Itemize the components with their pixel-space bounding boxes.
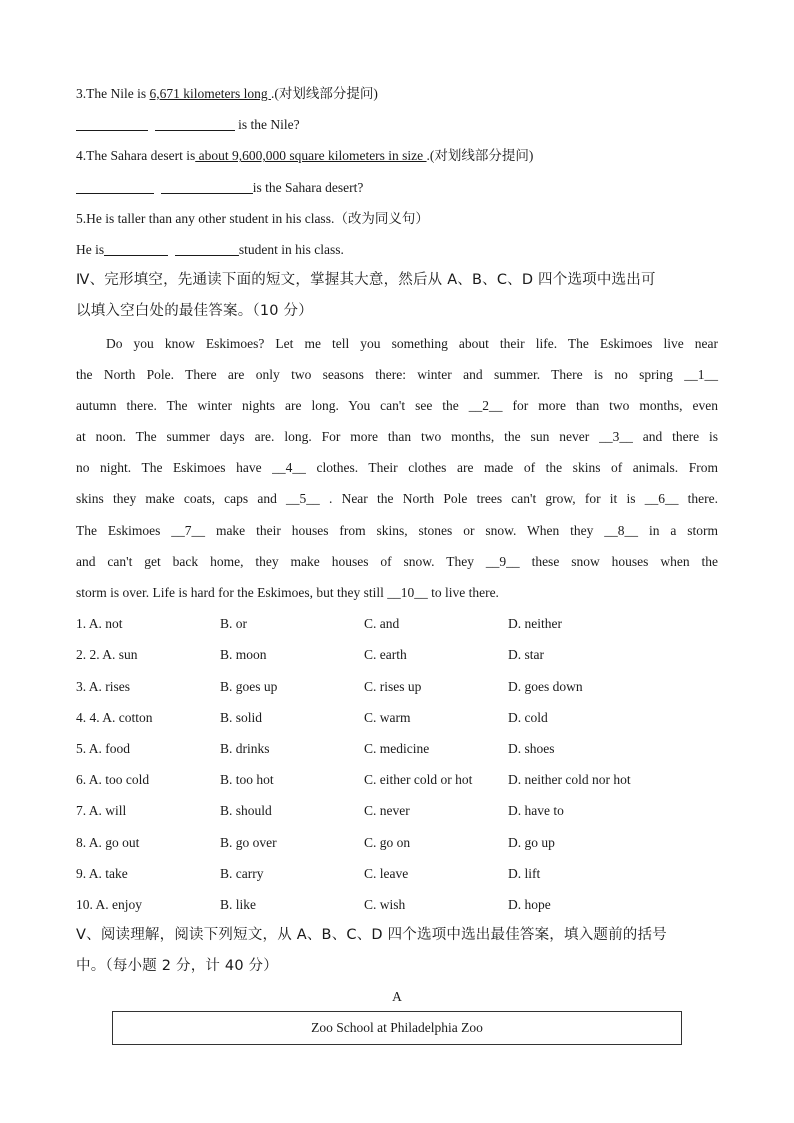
answer-head: He is [76, 241, 105, 257]
option-a[interactable]: 7. A. will [76, 803, 127, 819]
option-row [76, 858, 718, 889]
question-text: 4.The Sahara desert is [76, 148, 196, 164]
option-b[interactable]: B. should [220, 803, 272, 819]
option-a[interactable]: 4. 4. A. cotton [76, 709, 153, 725]
option-d[interactable]: D. hope [508, 896, 551, 912]
worksheet-page [76, 78, 718, 1012]
section-5-heading-cont: 中。（每小题 2 分，计 40 分） [76, 958, 278, 975]
section-4-heading: Ⅳ、完形填空，先通读下面的短文，掌握其大意，然后从 A、B、C、D 四个选项中选出可 [76, 272, 656, 289]
option-row [76, 889, 718, 920]
option-c[interactable]: C. leave [364, 865, 409, 881]
option-a[interactable]: 8. A. go out [76, 834, 140, 850]
passage-a-title: Zoo School at Philadelphia Zoo [311, 1020, 483, 1035]
option-c[interactable]: C. medicine [364, 740, 430, 756]
option-a[interactable]: 10. A. enjoy [76, 896, 142, 912]
passage-line: the North Pole. There are only two seasons there: winter and summer. There is no spring __1__ [76, 366, 718, 382]
passage-line: Do you know Eskimoes? Let me tell you something about their life. The Eskimoes live near [106, 335, 718, 351]
passage-line: at noon. The summer days are. long. For more than two months, the sun never __3__ and there is [76, 429, 718, 445]
answer-blank[interactable] [161, 179, 253, 194]
answer-blank[interactable] [104, 241, 168, 256]
option-d[interactable]: D. lift [508, 865, 541, 881]
question-3 [76, 78, 718, 109]
option-b[interactable]: B. like [220, 896, 256, 912]
option-a[interactable]: 6. A. too cold [76, 772, 150, 788]
option-c[interactable]: C. earth [364, 647, 407, 663]
option-row [76, 764, 718, 795]
option-b[interactable]: B. drinks [220, 740, 270, 756]
option-c[interactable]: C. either cold or hot [364, 772, 473, 788]
option-b[interactable]: B. goes up [220, 678, 278, 694]
question-text: 5.He is taller than any other student in his class.（改为同义句） [76, 210, 429, 226]
option-a[interactable]: 2. 2. A. sun [76, 647, 138, 663]
answer-blank[interactable] [76, 179, 154, 194]
answer-line-4 [76, 172, 718, 203]
option-c[interactable]: C. go on [364, 834, 411, 850]
section-4-heading-cont: 以填入空白处的最佳答案。（10 分） [76, 303, 313, 320]
option-b[interactable]: B. or [220, 616, 247, 632]
option-b[interactable]: B. moon [220, 647, 267, 663]
option-a[interactable]: 5. A. food [76, 740, 130, 756]
option-row [76, 639, 718, 670]
passage-line: no night. The Eskimoes have __4__ clothes. Their clothes are made of the skins of animals. From [76, 460, 718, 476]
option-row [76, 671, 718, 702]
passage-line: autumn there. The winter nights are long. You can't see the __2__ for more than two months, even [76, 397, 718, 413]
option-b[interactable]: B. solid [220, 709, 263, 725]
option-a[interactable]: 9. A. take [76, 865, 128, 881]
instruction-note: .(对划线部分提问) [426, 148, 534, 164]
option-c[interactable]: C. rises up [364, 678, 422, 694]
option-row [76, 827, 718, 858]
passage-line: and can't get back home, they make houses of snow. They __9__ these snow houses when the [76, 553, 718, 569]
option-b[interactable]: B. go over [220, 834, 277, 850]
option-a[interactable]: 3. A. rises [76, 678, 130, 694]
answer-line-3 [76, 109, 718, 140]
option-d[interactable]: D. star [508, 647, 544, 663]
answer-tail: is the Sahara desert? [252, 179, 364, 195]
passage-a-title-box [112, 1011, 682, 1045]
option-d[interactable]: D. neither [508, 616, 562, 632]
option-d[interactable]: D. shoes [508, 740, 555, 756]
question-text: 3.The Nile is [76, 86, 150, 101]
question-5 [76, 203, 718, 234]
answer-blank[interactable] [155, 116, 235, 131]
option-d[interactable]: D. cold [508, 709, 548, 725]
option-d[interactable]: D. neither cold nor hot [508, 772, 631, 788]
instruction-note: .(对划线部分提问) [271, 86, 378, 101]
answer-blank[interactable] [175, 241, 239, 256]
underlined-phrase: about 9,600,000 square kilometers in size [195, 148, 427, 164]
option-c[interactable]: C. wish [364, 896, 406, 912]
option-c[interactable]: C. and [364, 616, 400, 632]
option-row [76, 608, 718, 639]
passage-line: The Eskimoes __7__ make their houses from skins, stones or snow. When they __8__ in a storm [76, 522, 718, 538]
option-c[interactable]: C. never [364, 803, 410, 819]
answer-blank[interactable] [76, 116, 148, 131]
answer-tail: student in his class. [238, 241, 344, 257]
passage-a-label: A [392, 989, 402, 1005]
answer-line-5 [76, 234, 718, 265]
option-c[interactable]: C. warm [364, 709, 411, 725]
option-a[interactable]: 1. A. not [76, 616, 123, 632]
option-row [76, 795, 718, 826]
underlined-phrase: 6,671 kilometers long [149, 86, 271, 101]
option-row [76, 702, 718, 733]
section-5-heading: Ⅴ、阅读理解，阅读下列短文，从 A、B、C、D 四个选项中选出最佳答案，填入题前的括号 [76, 927, 667, 944]
passage-line: storm is over. Life is hard for the Eskimoes, but they still __10__ to live there. [76, 585, 499, 600]
option-b[interactable]: B. carry [220, 865, 264, 881]
option-d[interactable]: D. go up [508, 834, 555, 850]
passage-line: skins they make coats, caps and __5__ . Near the North Pole trees can't grow, for it is __6__ there. [76, 491, 718, 507]
option-row [76, 733, 718, 764]
answer-tail: is the Nile? [234, 117, 300, 133]
option-d[interactable]: D. goes down [508, 678, 583, 694]
option-b[interactable]: B. too hot [220, 772, 274, 788]
option-d[interactable]: D. have to [508, 803, 564, 819]
question-4 [76, 140, 718, 171]
